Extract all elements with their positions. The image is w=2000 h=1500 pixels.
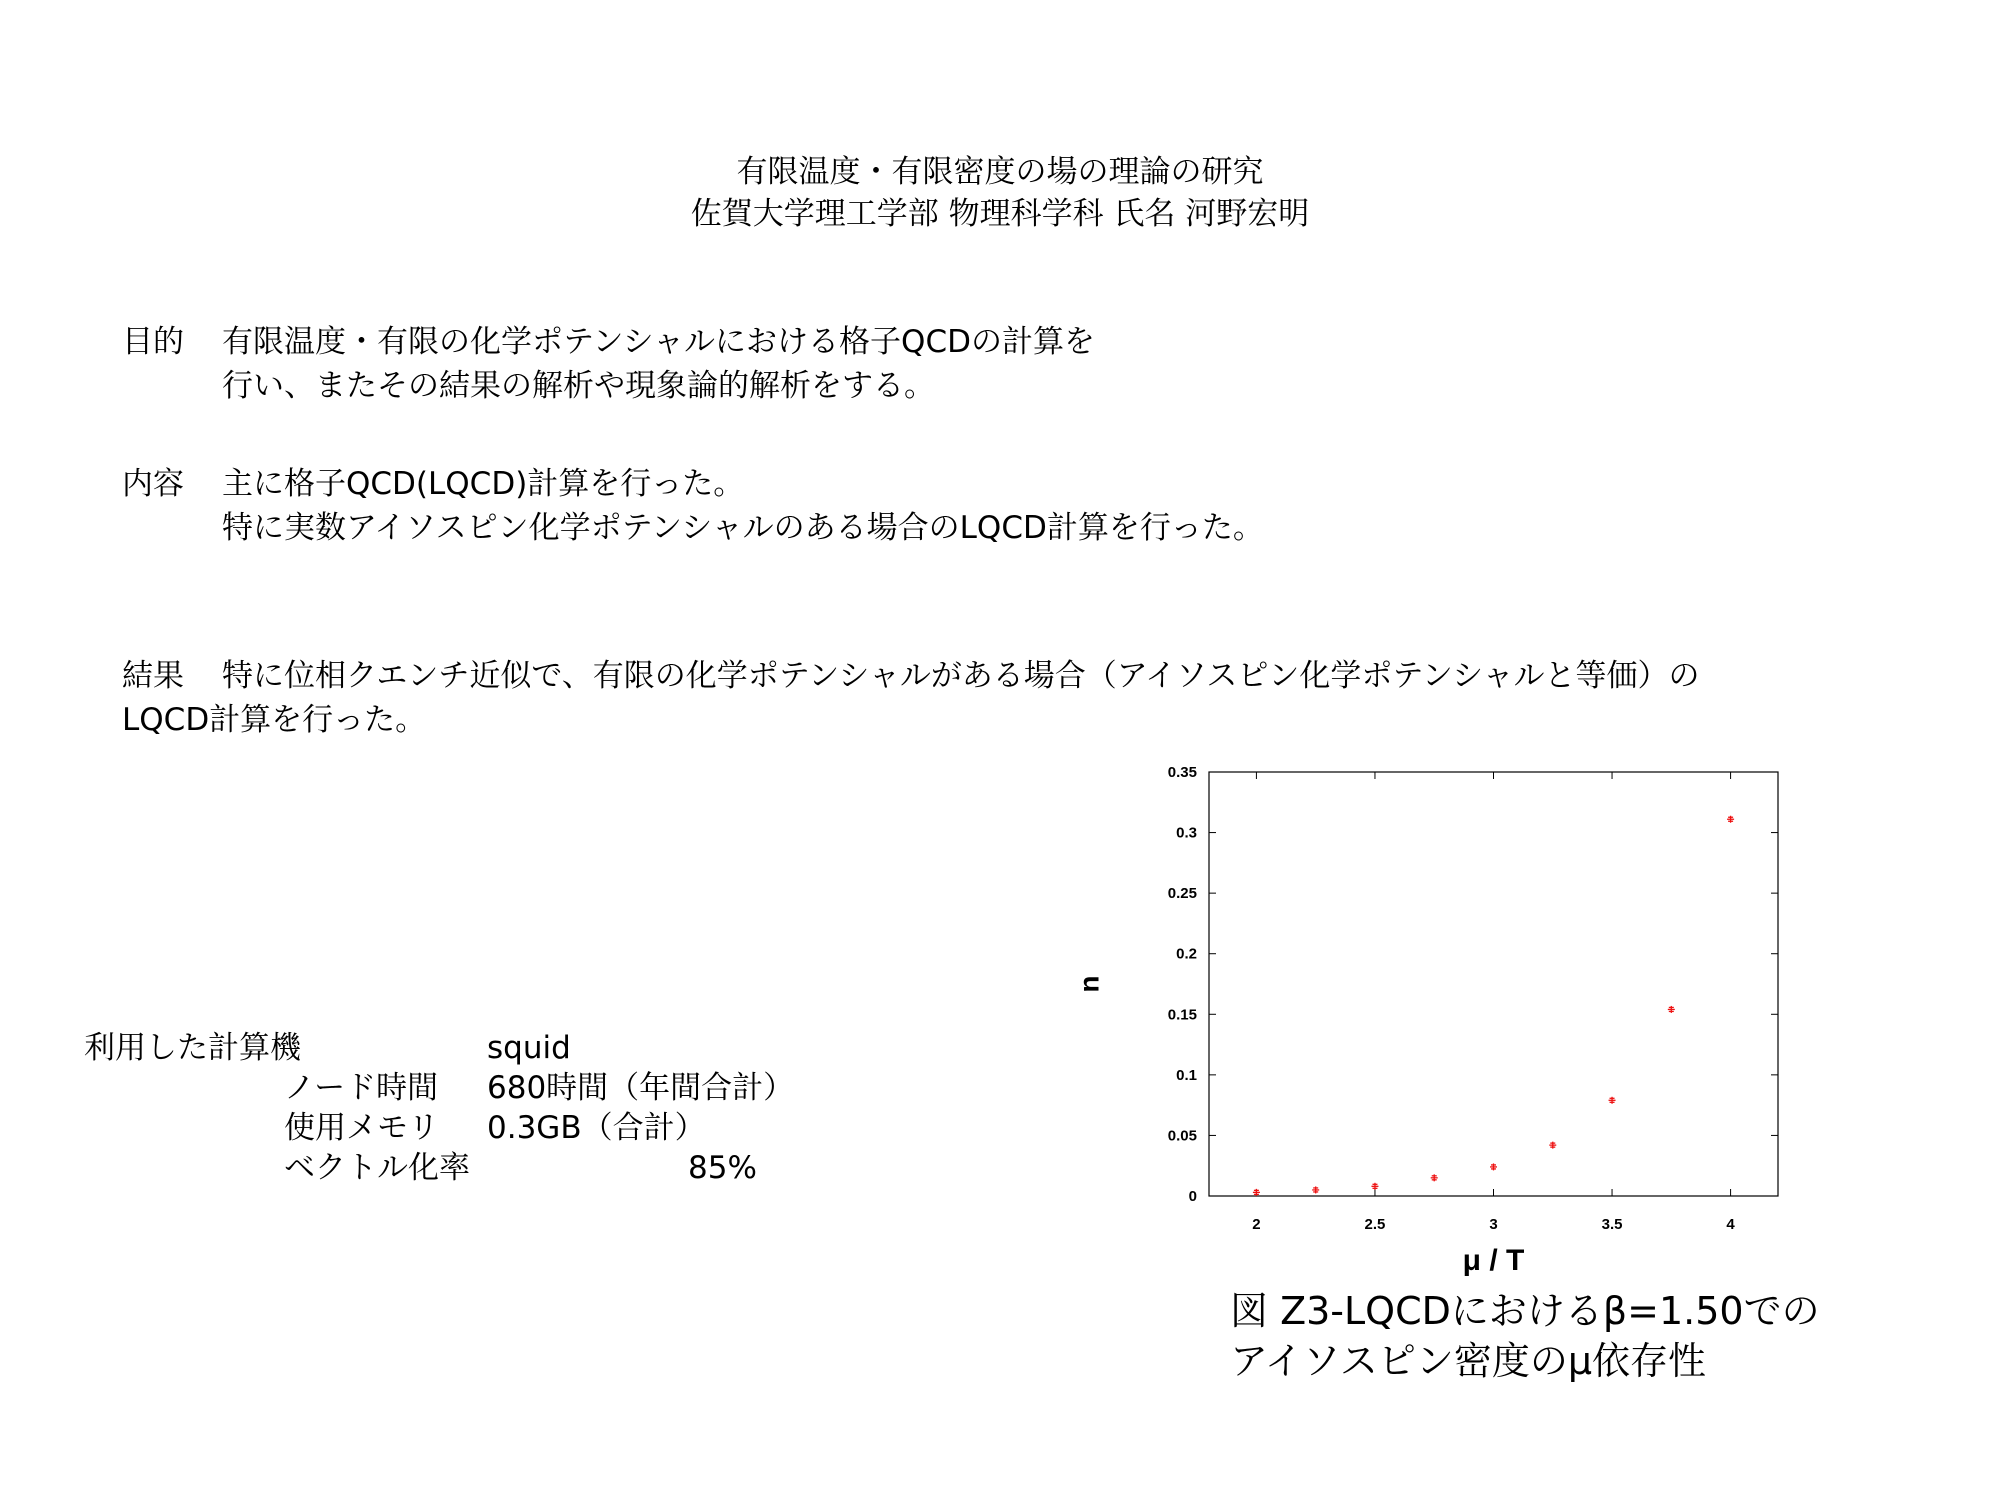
content-line-1: 主に格子QCD(LQCD)計算を行った。 [222,466,745,502]
y-tick-label: 0.35 [1167,764,1197,781]
y-tick-label: 0.15 [1167,1006,1197,1024]
figure-caption-line-2: アイソスピン密度のμ依存性 [1230,1339,1706,1383]
data-point [1312,1186,1319,1193]
y-tick-label: 0.2 [1176,945,1197,963]
data-point [1490,1163,1497,1170]
x-tick-label: 2.5 [1364,1216,1386,1233]
purpose-line-1: 有限温度・有限の化学ポテンシャルにおける格子QCDの計算を [222,324,1095,360]
computer-name: squid [487,1030,571,1066]
page-title: 有限温度・有限密度の場の理論の研究 [736,154,1264,190]
content-line-2: 特に実数アイソスピン化学ポテンシャルのある場合のLQCD計算を行った。 [222,510,1264,546]
data-point [1609,1097,1616,1104]
data-point [1431,1174,1438,1181]
x-tick-label: 2 [1252,1216,1261,1233]
x-tick-label: 3 [1489,1216,1498,1233]
data-point [1253,1189,1260,1196]
memory-label: 使用メモリ [284,1110,439,1146]
memory-value: 0.3GB（合計） [487,1110,706,1146]
y-tick-label: 0.3 [1176,824,1197,842]
purpose-line-2: 行い、またその結果の解析や現象論的解析をする。 [222,368,935,404]
figure-caption-line-1: 図 Z3-LQCDにおけるβ=1.50での [1230,1289,1820,1333]
result-heading: 結果 [122,658,184,694]
data-point [1727,816,1734,823]
y-axis-label: n [1073,975,1105,993]
y-tick-label: 0.25 [1167,885,1197,903]
purpose-heading: 目的 [122,324,184,360]
result-line-1: 特に位相クエンチ近似で、有限の化学ポテンシャルがある場合（アイソスピン化学ポテンシャルと等価）の [222,658,1700,694]
x-axis-label: μ / T [1462,1244,1525,1277]
y-tick-label: 0.1 [1176,1066,1197,1084]
y-tick-label: 0.05 [1167,1127,1197,1145]
data-point [1668,1006,1675,1013]
result-line-2: LQCD計算を行った。 [122,702,427,738]
vector-label: ベクトル化率 [284,1150,470,1186]
node-hours-label: ノード時間 [284,1070,439,1106]
content-heading: 内容 [122,466,184,502]
x-tick-label: 3.5 [1601,1216,1623,1233]
node-hours-value: 680時間（年間合計） [487,1070,795,1106]
plot-frame [1209,772,1778,1196]
y-tick-label: 0 [1188,1188,1197,1205]
vector-value: 85% [688,1150,757,1186]
computer-label: 利用した計算機 [84,1030,301,1066]
data-point [1371,1183,1378,1190]
data-point [1549,1142,1556,1149]
author-affiliation: 佐賀大学理工学部 物理科学科 氏名 河野宏明 [690,196,1310,232]
x-tick-label: 4 [1726,1216,1735,1233]
